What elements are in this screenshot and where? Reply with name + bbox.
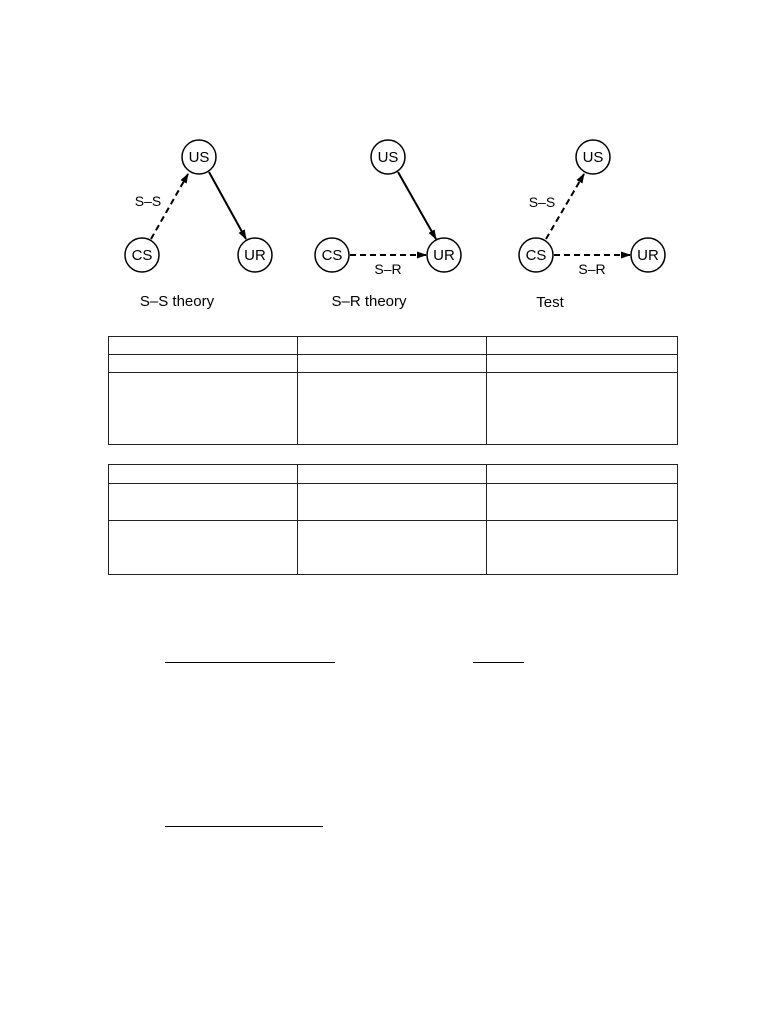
us-node-label: US [582,149,604,166]
us-node-label: US [188,149,210,166]
ur-node-label: UR [244,247,266,264]
sr-edge-label: S–R [374,261,402,277]
table-cell [487,355,678,373]
conditioning-theory-figure [0,0,784,330]
panel-ss-theory [125,140,272,310]
table-row [109,521,678,575]
table-cell [109,373,298,445]
results-table-1 [108,336,678,445]
table-cell [298,337,487,355]
sr-edge-label: S–R [578,261,606,277]
cs-node-label: CS [525,247,547,264]
cs-node-label: CS [321,247,343,264]
arrow-us-to-ur [398,172,436,239]
cs-node-label: CS [131,247,153,264]
table-cell [109,465,298,484]
table-cell [487,337,678,355]
answer-line [165,662,335,663]
table-cell [487,465,678,484]
table-cell [109,484,298,521]
table-row [109,355,678,373]
table-cell [487,373,678,445]
table-cell [298,355,487,373]
results-table-2 [108,464,678,575]
panel-caption: Test [536,294,564,311]
ss-edge-label: S–S [528,194,556,210]
answer-line [473,662,524,663]
table-cell [298,465,487,484]
panel-caption: S–S theory [139,293,215,310]
table-cell [109,355,298,373]
table-row [109,484,678,521]
arrow-us-to-ur [209,172,246,239]
table-row [109,373,678,445]
table-cell [298,521,487,575]
ss-edge-label: S–S [134,193,162,209]
ur-node-label: UR [433,247,455,264]
answer-line [165,826,323,827]
table-cell [109,521,298,575]
panel-test [519,140,665,311]
table-cell [487,484,678,521]
panel-sr-theory [315,140,461,310]
table-cell [109,337,298,355]
panel-caption: S–R theory [331,293,407,310]
table-row [109,465,678,484]
table-cell [298,484,487,521]
us-node-label: US [377,149,399,166]
table-cell [298,373,487,445]
ur-node-label: UR [637,247,659,264]
table-row [109,337,678,355]
table-cell [487,521,678,575]
